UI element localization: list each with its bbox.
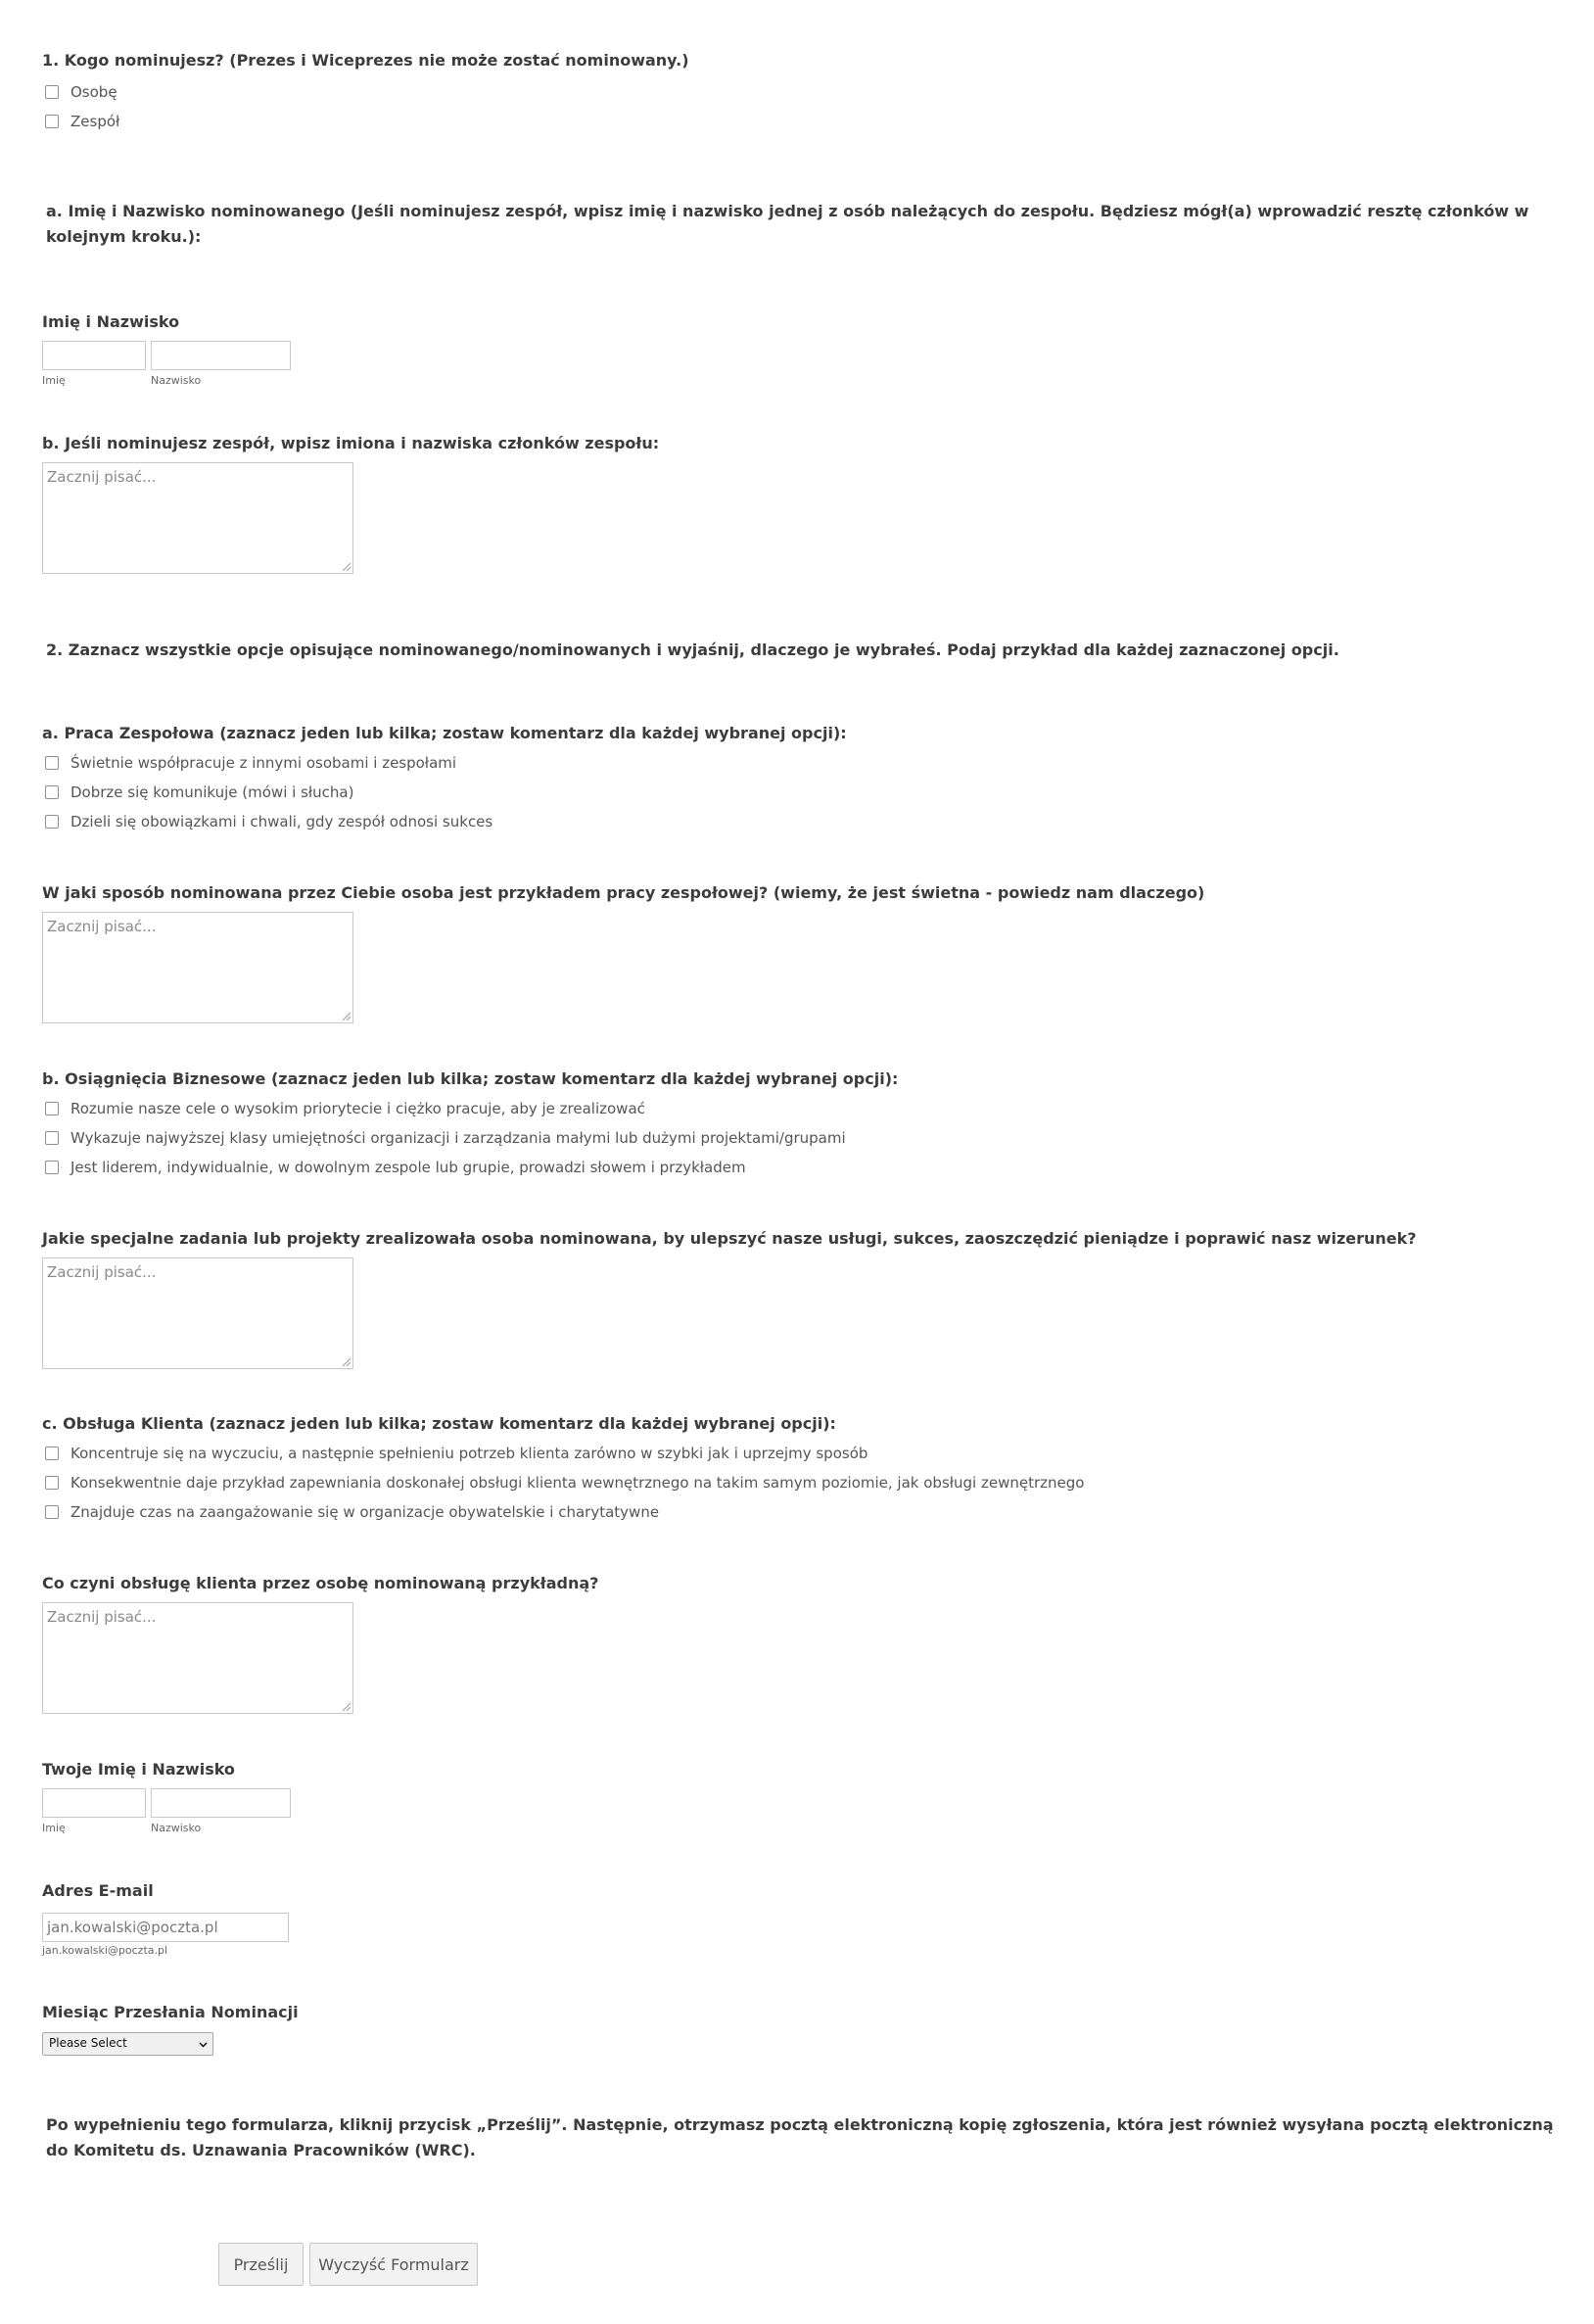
q2c-comment-label: Co czyni obsługę klienta przez osobę nominowaną przykładną? <box>42 1574 599 1592</box>
option-label: Koncentruje się na wyczuciu, a następnie spełnieniu potrzeb klienta zarówno w szybki jak i uprzejmy sposób <box>70 1445 868 1462</box>
q1-label: 1. Kogo nominujesz? (Prezes i Wiceprezes nie może zostać nominowany.) <box>42 51 689 70</box>
checkbox[interactable] <box>45 1505 59 1519</box>
checkbox[interactable] <box>45 1131 59 1145</box>
q1-option-person[interactable] <box>45 80 117 104</box>
q2b-option-2[interactable] <box>45 1126 846 1150</box>
month-label: Miesiąc Przesłania Nominacji <box>42 2003 299 2021</box>
q2a-option-3[interactable] <box>45 810 492 833</box>
q2c-label: c. Obsługa Klienta (zaznacz jeden lub kilka; zostaw komentarz dla każdej wybranej opcji): <box>42 1414 836 1433</box>
resize-handle-icon[interactable] <box>343 1358 351 1366</box>
textarea-placeholder: Zacznij pisać... <box>47 1263 157 1281</box>
option-label: Dobrze się komunikuje (mówi i słucha) <box>70 783 354 801</box>
checkbox[interactable] <box>45 756 59 770</box>
your-last-name-input[interactable] <box>151 1788 291 1818</box>
business-comment-textarea[interactable] <box>42 1257 353 1369</box>
q2c-option-1[interactable] <box>45 1442 867 1465</box>
option-label: Dzieli się obowiązkami i chwali, gdy zespół odnosi sukces <box>70 813 493 830</box>
nominee-last-name-input[interactable] <box>151 341 291 370</box>
nominee-name-label: Imię i Nazwisko <box>42 312 180 331</box>
month-select[interactable] <box>42 2032 213 2056</box>
q2a-comment-label: W jaki sposób nominowana przez Ciebie osoba jest przykładem pracy zespołowej? (wiemy, że jest świetna - powiedz nam dlaczego) <box>42 883 1205 902</box>
checkbox[interactable] <box>45 115 59 128</box>
first-name-sublabel: Imię <box>42 374 66 387</box>
email-input[interactable] <box>42 1913 289 1942</box>
q2c-option-3[interactable] <box>45 1500 659 1524</box>
q2b-option-3[interactable] <box>45 1156 746 1179</box>
customer-service-comment-textarea[interactable] <box>42 1602 353 1714</box>
checkbox[interactable] <box>45 1476 59 1490</box>
select-value: Please Select <box>49 2036 127 2050</box>
your-name-label: Twoje Imię i Nazwisko <box>42 1760 235 1779</box>
team-members-textarea[interactable] <box>42 462 353 574</box>
option-label: Jest liderem, indywidualnie, w dowolnym zespole lub grupie, prowadzi słowem i przykładem <box>70 1159 746 1176</box>
q2b-label: b. Osiągnięcia Biznesowe (zaznacz jeden lub kilka; zostaw komentarz dla każdej wybranej opcji): <box>42 1069 899 1088</box>
q2-label: 2. Zaznacz wszystkie opcje opisujące nominowanego/nominowanych i wyjaśnij, dlaczego je wybrałeś. Podaj przykład dla każdej zaznaczonej opcji. <box>46 640 1339 659</box>
chevron-down-icon <box>199 2040 208 2049</box>
your-first-name-input[interactable] <box>42 1788 146 1818</box>
email-placeholder: jan.kowalski@poczta.pl <box>47 1919 218 1936</box>
option-label: Rozumie nasze cele o wysokim priorytecie i ciężko pracuje, aby je zrealizować <box>70 1100 645 1117</box>
email-label: Adres E-mail <box>42 1881 154 1900</box>
last-name-sublabel: Nazwisko <box>151 1822 202 1834</box>
email-sublabel: jan.kowalski@poczta.pl <box>42 1944 168 1957</box>
first-name-sublabel: Imię <box>42 1822 66 1834</box>
option-label: Zespół <box>70 113 120 130</box>
textarea-placeholder: Zacznij pisać... <box>47 918 157 935</box>
q1-option-team[interactable] <box>45 110 119 133</box>
checkbox[interactable] <box>45 815 59 829</box>
q2b-comment-label: Jakie specjalne zadania lub projekty zrealizowała osoba nominowana, by ulepszyć nasze usługi, sukces, zaoszczędzić pieniądze i poprawić nasz wizerunek? <box>42 1229 1417 1248</box>
q1a-label: a. Imię i Nazwisko nominowanego (Jeśli nominujesz zespół, wpisz imię i nazwisko jednej z osób należących do zespołu. Będziesz mógł(a) wprowadzić resztę członków w kolejnym kroku.): <box>46 202 1529 246</box>
resize-handle-icon[interactable] <box>343 563 351 571</box>
nominee-first-name-input[interactable] <box>42 341 146 370</box>
q2a-option-1[interactable] <box>45 751 456 775</box>
resize-handle-icon[interactable] <box>343 1013 351 1020</box>
q2a-label: a. Praca Zespołowa (zaznacz jeden lub kilka; zostaw komentarz dla każdej wybranej opcji): <box>42 724 847 742</box>
q2a-option-2[interactable] <box>45 781 353 804</box>
clear-form-button[interactable]: Wyczyść Formularz <box>309 2243 478 2286</box>
checkbox[interactable] <box>45 1447 59 1460</box>
option-label: Konsekwentnie daje przykład zapewniania doskonałej obsługi klienta wewnętrznego na takim samym poziomie, jak obsługi zewnętrznego <box>70 1474 1085 1492</box>
q2c-option-2[interactable] <box>45 1471 1084 1494</box>
textarea-placeholder: Zacznij pisać... <box>47 1608 157 1626</box>
option-label: Świetnie współpracuje z innymi osobami i zespołami <box>70 754 457 772</box>
submit-button[interactable]: Prześlij <box>218 2243 304 2286</box>
checkbox[interactable] <box>45 785 59 799</box>
q2b-option-1[interactable] <box>45 1097 645 1120</box>
teamwork-comment-textarea[interactable] <box>42 912 353 1023</box>
textarea-placeholder: Zacznij pisać... <box>47 468 157 486</box>
option-label: Wykazuje najwyższej klasy umiejętności organizacji i zarządzania małymi lub dużymi projektami/grupami <box>70 1129 846 1147</box>
option-label: Znajduje czas na zaangażowanie się w organizacje obywatelskie i charytatywne <box>70 1503 660 1521</box>
checkbox[interactable] <box>45 85 59 99</box>
last-name-sublabel: Nazwisko <box>151 374 202 387</box>
checkbox[interactable] <box>45 1161 59 1174</box>
option-label: Osobę <box>70 83 117 101</box>
checkbox[interactable] <box>45 1102 59 1115</box>
submission-note: Po wypełnieniu tego formularza, kliknij przycisk „Prześlij”. Następnie, otrzymasz pocztą elektroniczną kopię zgłoszenia, która jest również wysyłana pocztą elektroniczną do Komitetu ds. Uznawania Pracowników (WRC). <box>46 2115 1554 2159</box>
q1b-label: b. Jeśli nominujesz zespół, wpisz imiona i nazwiska członków zespołu: <box>42 434 660 452</box>
resize-handle-icon[interactable] <box>343 1703 351 1711</box>
